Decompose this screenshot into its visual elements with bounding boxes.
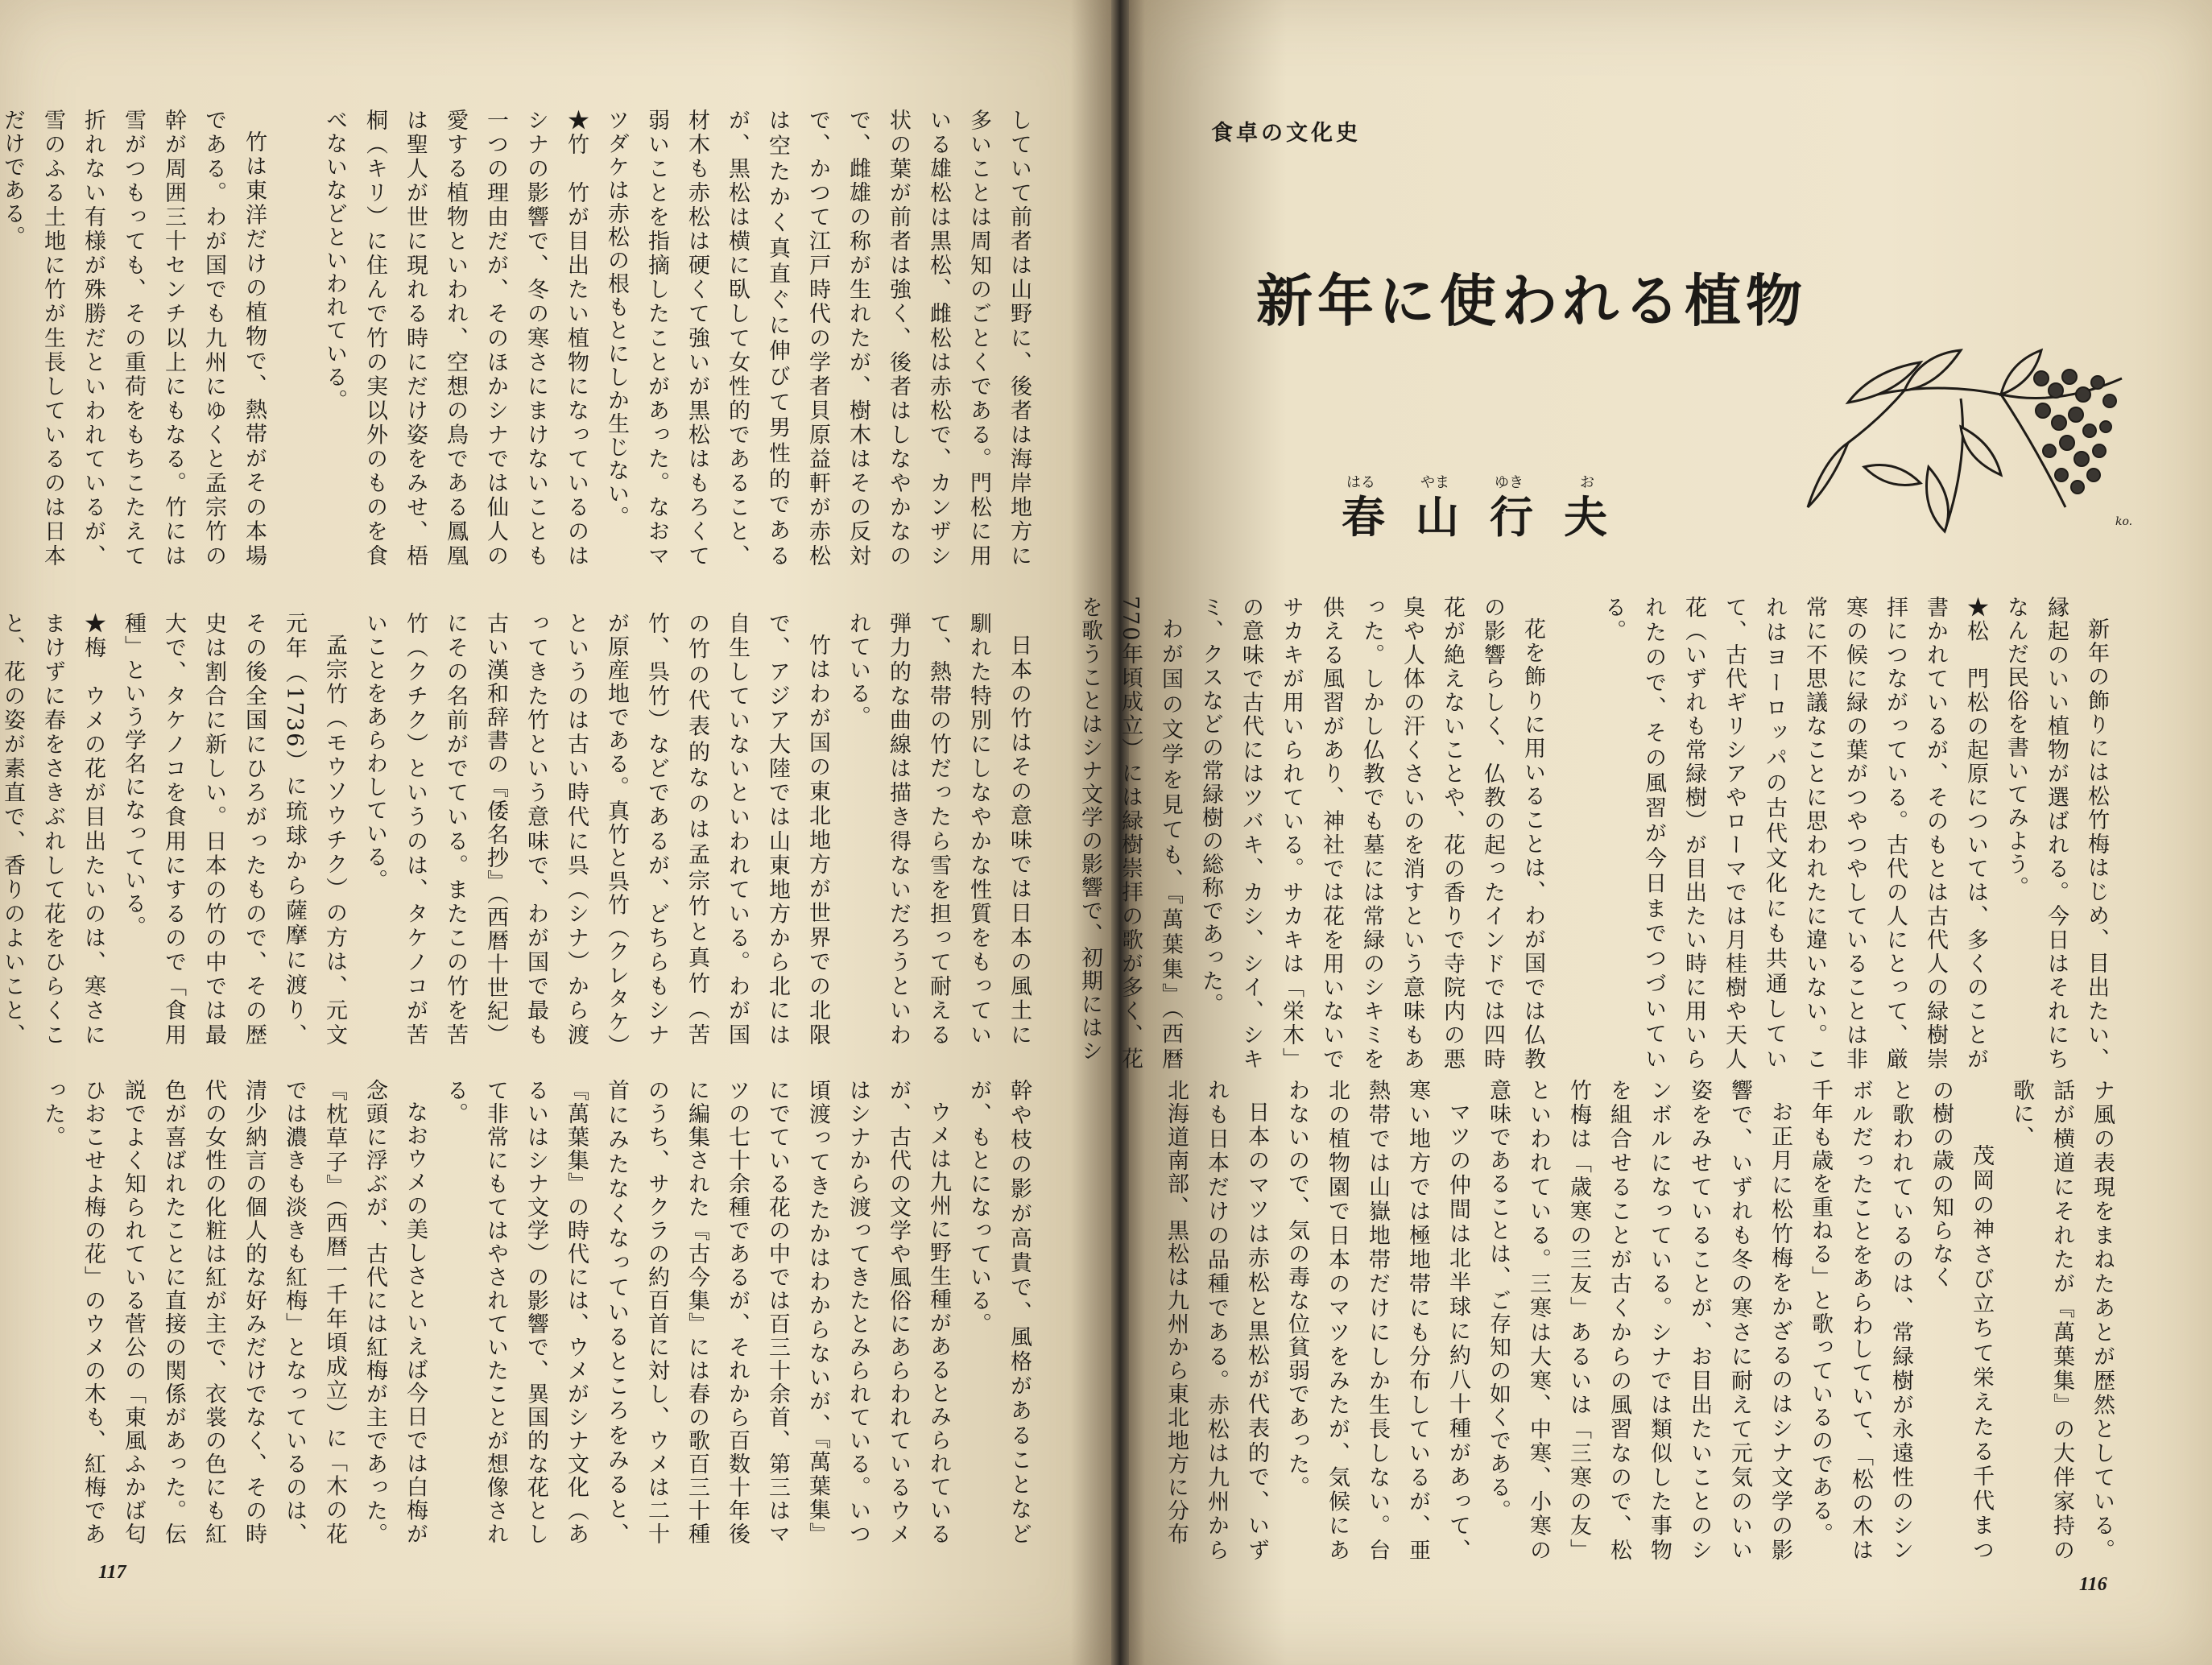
right-lower-text xyxy=(1164,1079,2122,1562)
paragraph: していて前者は山野に、後者は海岸地方に多いことは周知のごとくである。門松に用いる雄松は黒松、雌松は赤松で、カンザシ状の葉が前者は強く、後者はしなやかなので、雌雄の称が生れたが、樹木はその反対で、かつて江戸時代の学者貝原益軒が赤松は空たかく真直ぐに伸びて男性的であるが、黒松は横に臥して女性的であること、材木も赤松は硬くて強いが黒松はもろくて弱いことを指摘したことがあった。なおマツダケは赤松の根もとにしか生じない。 xyxy=(604,109,1032,568)
paragraph: マツの仲間は北半球に約八十種があって、寒い地方では極地帯にも分布しているが、亜熱帯では山嶽地帯だけにしか生長しない。台北の植物園で日本のマツをみたが、気候にあわないので、気の毒な位貧弱であった。 xyxy=(1284,1079,1470,1562)
paragraph: 孟宗竹（モウソウチク）の方は、元文元年（1736）に琉球から薩摩に渡り、その後全国にひろがったもので、その歴史は割合に新しい。日本の竹の中では最大で、タケノコを食用にするので「食用種」という学名になっている。 xyxy=(121,612,347,1047)
nandina-illustration xyxy=(1800,346,2138,547)
paragraph: 新年の飾りには松竹梅はじめ、目出たい、縁起のいい植物が選ばれる。今日はそれにちなんだ民俗を書いてみよう。 xyxy=(2003,596,2109,1071)
paragraph: 竹は東洋だけの植物で、熱帯がその本場である。わが国でも九州にゆくと孟宗竹の幹が周囲三十センチ以上にもなる。竹には雪がつもっても、その重荷をもちこたえて折れない有様が殊勝だといわれているが、雪のふる土地に竹が生長しているのは日本だけである。 xyxy=(0,109,267,568)
paragraph: 花を飾りに用いることは、わが国では仏教の影響らしく、仏教の起ったインドでは四時花が絶えないことや、花の香りで寺院内の悪臭や人体の汗くさいのを消すという意味もあった。しかし仏教でも墓には常緑のシキミを供える風習があり、神社では花を用いないでサカキが用いられている。サカキは「栄木」の意味で古代にはツバキ、カシ、シイ、シキミ、クスなどの常緑樹の総称であった。 xyxy=(1198,596,1545,1071)
paragraph: と歌われているのは、常緑樹が永遠性のシンボルだったことをあらわしていて、「松の木は千年も歳を重ねる」と歌っているのである。 xyxy=(1808,1079,1913,1562)
paragraph: お正月に松竹梅をかざるのはシナ文学の影響で、いずれも冬の寒さに耐えて元気のいい姿をみせていることが、お目出たいことのシンボルになっている。シナでは類似した事物を組合せることが古くからの風習なので、松竹梅は「歳寒の三友」あるいは「三寒の友」といわれている。三寒は大寒、中寒、小寒の意味であることは、ご存知の如くである。 xyxy=(1486,1079,1792,1562)
article-title: 新年に使われる植物 xyxy=(1256,268,1807,334)
running-header: 食卓の文化史 xyxy=(1211,121,1361,146)
right-upper-text xyxy=(1077,596,2116,1071)
left-lower-text xyxy=(40,1079,1039,1546)
ruby-yuki: ゆき xyxy=(1495,474,1524,491)
paragraph: 日本のマツは赤松と黒松が代表的で、いずれも日本だけの品種である。赤松は九州から北海道南部、黒松は九州から東北地方に分布 xyxy=(1164,1079,1269,1562)
left-upper-text xyxy=(0,109,1039,568)
paragraph: 幹や枝の影が高貴で、風格があることなどが、もとになっている。 xyxy=(966,1079,1032,1546)
paragraph: なおウメの美しさといえば今日では白梅が念頭に浮ぶが、古代には紅梅が主であった。『枕草子』（西暦一千年頃成立）に「木の花では濃きも淡きも紅梅」となっているのは、清少納言の個人的な好みだけでなく、その時代の女性の化粧は紅が主で、衣裳の色にも紅色が喜ばれたことに直接の関係があった。伝説でよく知られている菅公の「東風ふかば匂ひおこせよ梅の花」のウメの木も、紅梅であった。 xyxy=(40,1079,428,1546)
paragraph-matsu: ★松 門松の起原については、多くのことが書かれているが、そのもとは古代人の緑樹崇拝につながっている。古代の人にとって、厳寒の候に緑の葉がつやつやしていることは非常に不思議なことに思われたに違いない。これはヨーロッパの古代文化にも共通していて、古代ギリシアやローマでは月桂樹や天人花（いずれも常緑樹）が目出たい時に用いられたので、その風習が今日までつづいている。 xyxy=(1601,596,1988,1071)
author-name: 春山行夫 xyxy=(1342,491,1638,543)
paragraph: わが国の文学を見ても、『萬葉集』（西暦770年頃成立）には緑樹崇拝の歌が多く、花を歌うことはシナ文学の影響で、初期にはシ xyxy=(1077,596,1183,1071)
poem: 茂岡の神さび立ちて栄えたる千代まつの樹の歳の知らなく xyxy=(1929,1079,1994,1562)
paragraph: 竹はわが国の東北地方が世界での北限で、アジア大陸では山東地方から北には自生していないといわれている。わが国の竹の代表的なのは孟宗竹と真竹（苦竹、呉竹）などであるが、どちらもシナが原産地である。真竹と呉竹（クレタケ）というのは古い時代に呉（シナ）から渡ってきた竹という意味で、わが国で最も古い漢和辞書の『倭名抄』（西暦十世紀）にその名前がでている。またこの竹を苦竹（クチク）というのは、タケノコが苦いことをあらわしている。 xyxy=(362,612,830,1047)
paragraph: ナ風の表現をまねたあとが歴然としている。話が横道にそれたが『萬葉集』の大伴家持の歌に、 xyxy=(2009,1079,2115,1562)
paragraph: 日本の竹はその意味では日本の風土に馴れた特別にしなやかな性質をもっていて、熱帯の竹だったら雪を担って耐える弾力的な曲線は描き得ないだろうといわれている。 xyxy=(846,612,1032,1047)
page-number-right: 116 xyxy=(2079,1574,2107,1595)
ruby-yama: やま xyxy=(1420,474,1449,491)
paragraph: ウメは九州に野生種があるとみられているが、古代の文学や風俗にあらわれているウメはシナから渡ってきたとみられている。いつ頃渡ってきたかはわからないが、『萬葉集』にでている花の中では百三十余首、第三はマツの七十余種であるが、それから百数十年後に編集された『古今集』には春の歌百三十種のうち、サクラの約百首に対し、ウメは二十首にみたなくなっているところをみると、『萬葉集』の時代には、ウメがシナ文化（あるいはシナ文学）の影響で、異国的な花として非常にもてはやされていたことが想像される。 xyxy=(443,1079,951,1546)
ruby-haru: はる xyxy=(1346,474,1375,491)
left-middle-text xyxy=(0,612,1039,1047)
paragraph-take: ★竹 竹が目出たい植物になっているのはシナの影響で、冬の寒さにまけないことも一つの理由だが、そのほかシナでは仙人の愛する植物といわれ、空想の鳥である鳳凰は聖人が世に現れる時にだけ姿をみせ、梧桐（キリ）に住んで竹の実以外のものを食べないなどといわれている。 xyxy=(322,109,589,568)
illustration-signature: ko. xyxy=(2115,515,2133,528)
paragraph-ume: ★梅 ウメの花が目出たいのは、寒さにまけずに春をさきぶれして花をひらくこと、花の姿が素直で、香りのよいこと、 xyxy=(0,612,105,1047)
ruby-o: お xyxy=(1580,474,1594,491)
page-number-left: 117 xyxy=(98,1562,126,1583)
